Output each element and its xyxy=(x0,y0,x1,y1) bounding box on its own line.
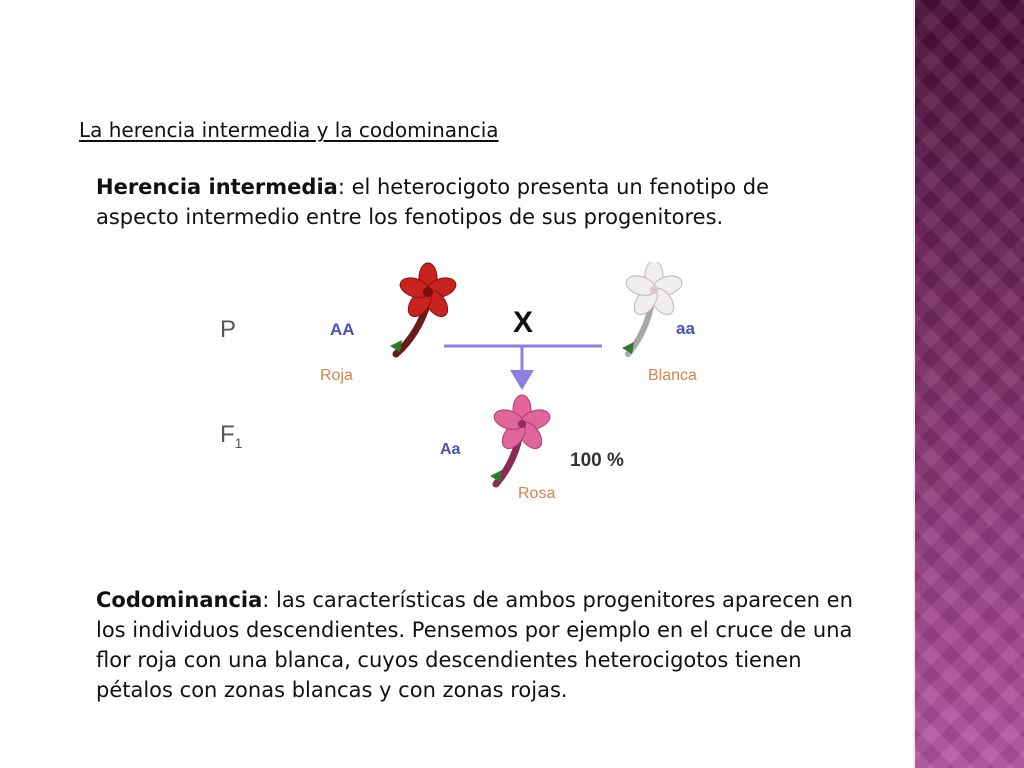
down-arrow-icon xyxy=(510,370,534,390)
generation-f1-label xyxy=(220,421,243,451)
parent1-phenotype: Roja xyxy=(320,367,353,384)
intermedia-definition: : el heterocigoto presenta un fenotipo de aspecto intermedio entre los fenotipos de sus progenitores. xyxy=(96,175,770,229)
parent2-phenotype: Blanca xyxy=(648,367,697,384)
offspring-percent: 100 % xyxy=(570,450,624,471)
codominancia-term: Codominancia xyxy=(96,588,263,612)
cross-diagram xyxy=(200,262,760,512)
parent2-genotype: aa xyxy=(676,319,695,338)
offspring-phenotype: Rosa xyxy=(518,485,556,502)
intermedia-paragraph xyxy=(96,172,816,232)
cross-symbol: X xyxy=(513,306,534,339)
intermedia-term: Herencia intermedia xyxy=(96,175,338,199)
red-flower-icon xyxy=(390,263,458,354)
generation-p-label: P xyxy=(220,316,237,343)
decorative-side-band xyxy=(913,0,1024,768)
pink-flower-icon xyxy=(490,395,552,484)
white-flower-icon xyxy=(622,262,684,354)
codominancia-definition: : las características de ambos progenitores aparecen en los individuos descendientes. Pensemos por ejemplo en el cruce de una flor roja con una blanca, cuyos descendientes heterocigotos tienen pétalos con zonas blancas y con zonas rojas. xyxy=(96,588,853,702)
offspring-genotype: Aa xyxy=(440,441,461,458)
slide-title: La herencia intermedia y la codominancia xyxy=(79,118,499,142)
generation-f-subscript: 1 xyxy=(234,435,243,451)
codominancia-paragraph xyxy=(96,585,876,705)
generation-f-text: F xyxy=(220,421,235,448)
parent1-genotype: AA xyxy=(330,320,355,339)
